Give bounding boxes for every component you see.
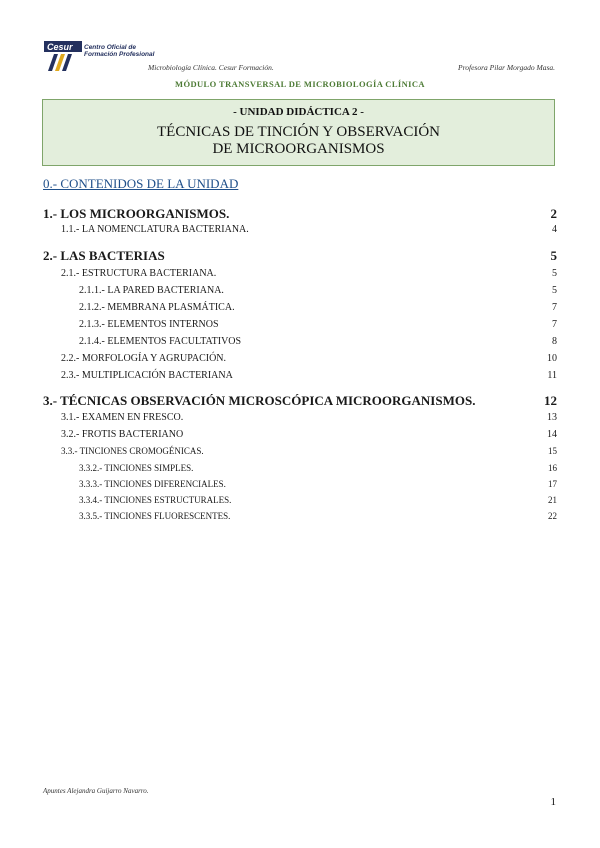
toc-heading: 0.- CONTENIDOS DE LA UNIDAD — [43, 176, 239, 191]
toc-entry[interactable]: 2.1.2.- MEMBRANA PLASMÁTICA. 7 — [79, 302, 557, 313]
unit-title: TÉCNICAS DE TINCIÓN Y OBSERVACIÓN DE MICROORGANISMOS — [157, 124, 440, 157]
toc-entry[interactable]: 2.- LAS BACTERIAS 5 — [43, 248, 557, 263]
toc-entry[interactable]: 3.3.4.- TINCIONES ESTRUCTURALES. 21 — [79, 495, 557, 505]
logo-text: Centro Oficial de Formación Profesional — [84, 44, 155, 58]
toc-entry[interactable]: 1.- LOS MICROORGANISMOS. 2 — [43, 206, 557, 221]
header-left: Microbiología Clínica. Cesur Formación. — [148, 63, 274, 72]
toc-entry[interactable]: 3.3.- TINCIONES CROMOGÉNICAS. 15 — [61, 446, 557, 456]
toc-entry[interactable]: 3.- TÉCNICAS OBSERVACIÓN MICROSCÓPICA MICROORGANISMOS. 12 — [43, 393, 557, 408]
toc-entry[interactable]: 3.3.5.- TINCIONES FLUORESCENTES. 22 — [79, 511, 557, 521]
toc-entry[interactable]: 2.1.3.- ELEMENTOS INTERNOS 7 — [79, 319, 557, 330]
module-title: MÓDULO TRANSVERSAL DE MICROBIOLOGÍA CLÍNICA — [175, 79, 425, 89]
logo-brand: Cesur — [47, 42, 73, 52]
toc-entry[interactable]: 2.1.4.- ELEMENTOS FACULTATIVOS 8 — [79, 336, 557, 347]
page-number: 1 — [550, 796, 556, 808]
unit-subtitle: - UNIDAD DIDÁCTICA 2 - — [233, 106, 364, 118]
footer-author: Apuntes Alejandra Guijarro Navarro. — [43, 787, 149, 795]
toc-entry[interactable]: 3.3.3.- TINCIONES DIFERENCIALES. 17 — [79, 479, 557, 489]
toc-entry[interactable]: 2.1.1.- LA PARED BACTERIANA. 5 — [79, 285, 557, 296]
toc-entry[interactable]: 3.3.2.- TINCIONES SIMPLES. 16 — [79, 463, 557, 473]
toc-entry[interactable]: 3.2.- FROTIS BACTERIANO 14 — [61, 429, 557, 440]
header-right: Profesora Pilar Morgado Masa. — [458, 63, 555, 72]
toc-entry[interactable]: 2.2.- MORFOLOGÍA Y AGRUPACIÓN. 10 — [61, 353, 557, 364]
toc-entry[interactable]: 1.1.- LA NOMENCLATURA BACTERIANA. 4 — [61, 224, 557, 235]
toc-entry[interactable]: 2.1.- ESTRUCTURA BACTERIANA. 5 — [61, 268, 557, 279]
toc-entry[interactable]: 2.3.- MULTIPLICACIÓN BACTERIANA 11 — [61, 370, 557, 381]
toc-entry[interactable]: 3.1.- EXAMEN EN FRESCO. 13 — [61, 412, 557, 423]
unit-title-box — [42, 99, 555, 166]
